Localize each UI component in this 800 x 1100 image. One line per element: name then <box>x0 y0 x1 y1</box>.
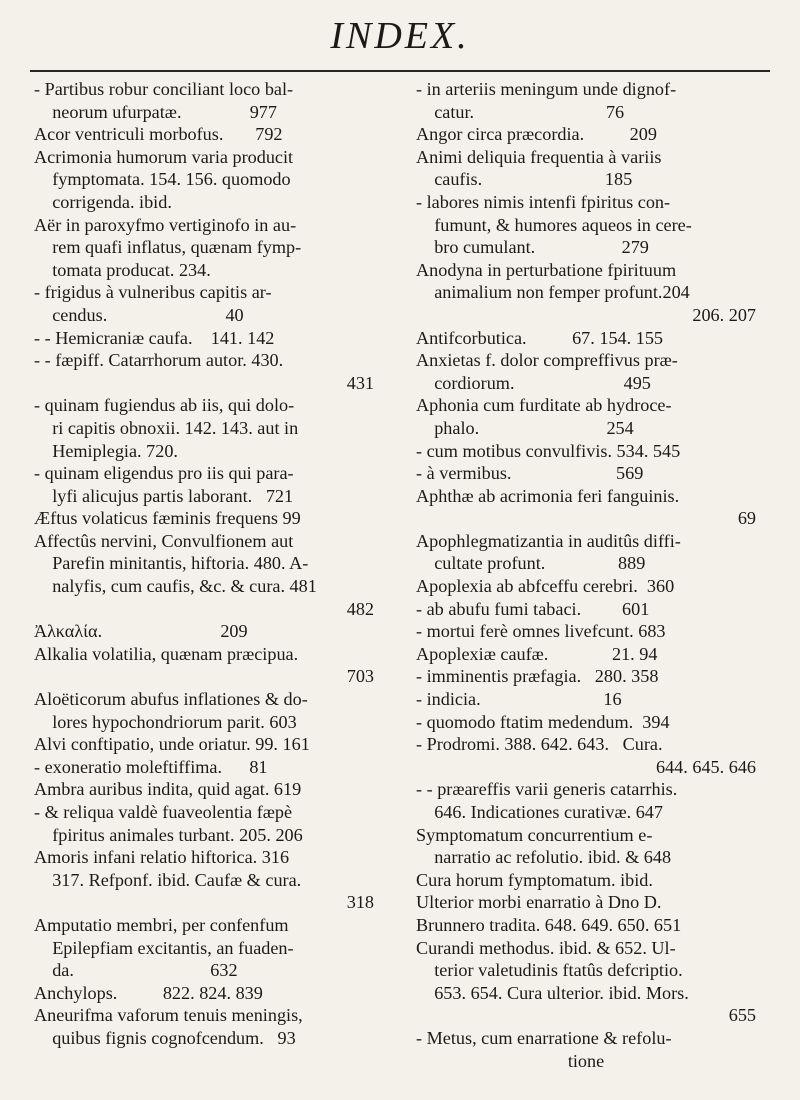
index-line: 644. 645. 646 <box>655 756 756 777</box>
index-line: terior valetudinis ftatûs defcriptio. <box>416 960 683 981</box>
index-line: - & reliqua valdè fuaveolentia fæpè <box>34 802 293 822</box>
index-line: fpiritus animales turbant. 205. 206 <box>34 824 303 845</box>
index-line: quibus fignis cognofcendum. 93 <box>34 1027 296 1048</box>
index-line: Affectûs nervini, Convulfionem aut <box>34 530 294 551</box>
index-line: Animi deliquia frequentia à variis <box>416 146 662 167</box>
index-line: - - Hemicraniæ caufa. 141. 142 <box>34 327 275 348</box>
index-line: 653. 654. Cura ulterior. ibid. Mors. <box>416 982 689 1003</box>
index-line: cordiorum. 495 <box>416 372 651 393</box>
index-line: 482 <box>346 598 374 619</box>
index-line: 317. Refponf. ibid. Caufæ & cura. <box>34 869 302 890</box>
index-line: - quomodo ftatim medendum. 394 <box>416 711 670 732</box>
index-line: Anchylops. 822. 824. 839 <box>34 982 263 1003</box>
index-line: nalyfis, cum caufis, &c. & cura. 481 <box>34 576 317 597</box>
index-line: Æftus volaticus fæminis frequens 99 <box>34 508 301 529</box>
index-line: Anxietas f. dolor compreffivus præ- <box>416 350 678 371</box>
index-line: Apoplexiæ caufæ. 21. 94 <box>416 643 658 664</box>
index-line: Alvi conftipatio, unde oriatur. 99. 161 <box>34 734 310 755</box>
index-line: Epilepfiam excitantis, an fuaden- <box>34 937 294 958</box>
index-line: Acor ventriculi morbofus. 792 <box>34 124 283 145</box>
index-line: - imminentis præfagia. 280. 358 <box>416 666 659 687</box>
index-line: - - fæpiff. Catarrhorum autor. 430. <box>34 350 284 371</box>
index-line: - cum motibus convulfivis. 534. 545 <box>416 440 681 461</box>
index-line: Aneurifma vaforum tenuis meningis, <box>34 1005 303 1026</box>
index-line: corrigenda. ibid. <box>34 191 172 212</box>
index-line: Curandi methodus. ibid. & 652. Ul- <box>416 937 676 958</box>
index-line: cendus. 40 <box>34 304 244 325</box>
index-line: - exoneratio moleftiffima. 81 <box>34 756 268 777</box>
index-line: rem quafi inflatus, quænam fymp- <box>34 237 302 258</box>
index-line: Cura horum fymptomatum. ibid. <box>416 869 653 890</box>
index-line: 431 <box>346 372 374 393</box>
index-line: Aphthæ ab acrimonia feri fanguinis. <box>416 485 680 506</box>
index-line: tomata producat. 234. <box>34 259 211 280</box>
index-line: 655 <box>728 1005 756 1026</box>
index-line: 69 <box>737 508 756 529</box>
index-line: Alkalia volatilia, quænam præcipua. <box>34 643 299 664</box>
index-line: - Metus, cum enarratione & refolu- <box>416 1027 672 1048</box>
index-line: Aphonia cum furditate ab hydroce- <box>416 395 672 416</box>
index-line: Acrimonia humorum varia producit <box>34 146 294 167</box>
index-line: Apoplexia ab abfceffu cerebri. 360 <box>416 576 675 597</box>
index-line: bro cumulant. 279 <box>416 237 649 258</box>
index-line: 703 <box>346 666 374 687</box>
index-line: - - præareffis varii generis catarrhis. <box>416 779 678 800</box>
index-line: - à vermibus. 569 <box>416 463 644 484</box>
index-line: Antifcorbutica. 67. 154. 155 <box>416 327 664 348</box>
index-line: da. 632 <box>34 960 238 981</box>
index-line: phalo. 254 <box>416 417 634 438</box>
index-column-left <box>34 78 374 1050</box>
index-line: Ἀλκαλία. 209 <box>34 621 248 642</box>
index-line: - Prodromi. 388. 642. 643. Cura. <box>416 734 663 755</box>
index-line: tione <box>567 1050 605 1071</box>
index-line: Apophlegmatizantia in auditûs diffi- <box>416 530 681 551</box>
index-line: Ambra auribus indita, quid agat. 619 <box>34 779 302 800</box>
header-rule <box>30 70 770 72</box>
index-line: - frigidus à vulneribus capitis ar- <box>34 282 272 303</box>
index-line: Symptomatum concurrentium e- <box>416 824 653 845</box>
index-line: Amoris infani relatio hiftorica. 316 <box>34 847 290 868</box>
index-line: fumunt, & humores aqueos in cere- <box>416 214 692 235</box>
index-line: - ab abufu fumi tabaci. 601 <box>416 598 650 619</box>
index-line: caufis. 185 <box>416 169 633 190</box>
index-line: catur. 76 <box>416 101 625 122</box>
index-line: Aër in paroxyfmo vertiginofo in au- <box>34 214 297 235</box>
index-line: Hemiplegia. 720. <box>34 440 178 461</box>
index-line: fymptomata. 154. 156. quomodo <box>34 169 291 190</box>
index-line: 646. Indicationes curativæ. 647 <box>416 802 663 822</box>
index-line: - mortui ferè omnes livefcunt. 683 <box>416 621 666 642</box>
index-line: Parefin minitantis, hiftoria. 480. A- <box>34 553 309 574</box>
index-line: animalium non femper profunt.204 <box>416 282 690 303</box>
index-line: cultate profunt. 889 <box>416 553 646 574</box>
index-line: - quinam eligendus pro iis qui para- <box>34 463 294 484</box>
index-line: narratio ac refolutio. ibid. & 648 <box>416 847 672 868</box>
index-line: Amputatio membri, per confenfum <box>34 914 289 935</box>
index-line: - labores nimis intenfi fpiritus con- <box>416 191 671 212</box>
index-line: - indicia. 16 <box>416 689 622 710</box>
index-line: lyfi alicujus partis laborant. 721 <box>34 485 294 506</box>
index-line: Brunnero tradita. 648. 649. 650. 651 <box>416 914 682 935</box>
index-line: 318 <box>346 892 374 913</box>
index-line: ri capitis obnoxii. 142. 143. aut in <box>34 417 299 438</box>
index-line: Aloëticorum abufus inflationes & do- <box>34 689 308 710</box>
index-line: 206. 207 <box>692 304 756 325</box>
index-line: neorum ufurpatæ. 977 <box>34 101 277 122</box>
index-column-right <box>416 78 756 1072</box>
index-line: Anodyna in perturbatione fpirituum <box>416 259 677 280</box>
index-line: lores hypochondriorum parit. 603 <box>34 711 297 732</box>
index-line: Ulterior morbi enarratio à Dno D. <box>416 892 662 913</box>
page-title: INDEX. <box>330 15 470 57</box>
index-line: Angor circa præcordia. 209 <box>416 124 657 145</box>
index-line: - quinam fugiendus ab iis, qui dolo- <box>34 395 295 416</box>
index-line: - in arteriis meningum unde dignof- <box>416 79 677 99</box>
index-line: - Partibus robur conciliant loco bal- <box>34 79 294 99</box>
